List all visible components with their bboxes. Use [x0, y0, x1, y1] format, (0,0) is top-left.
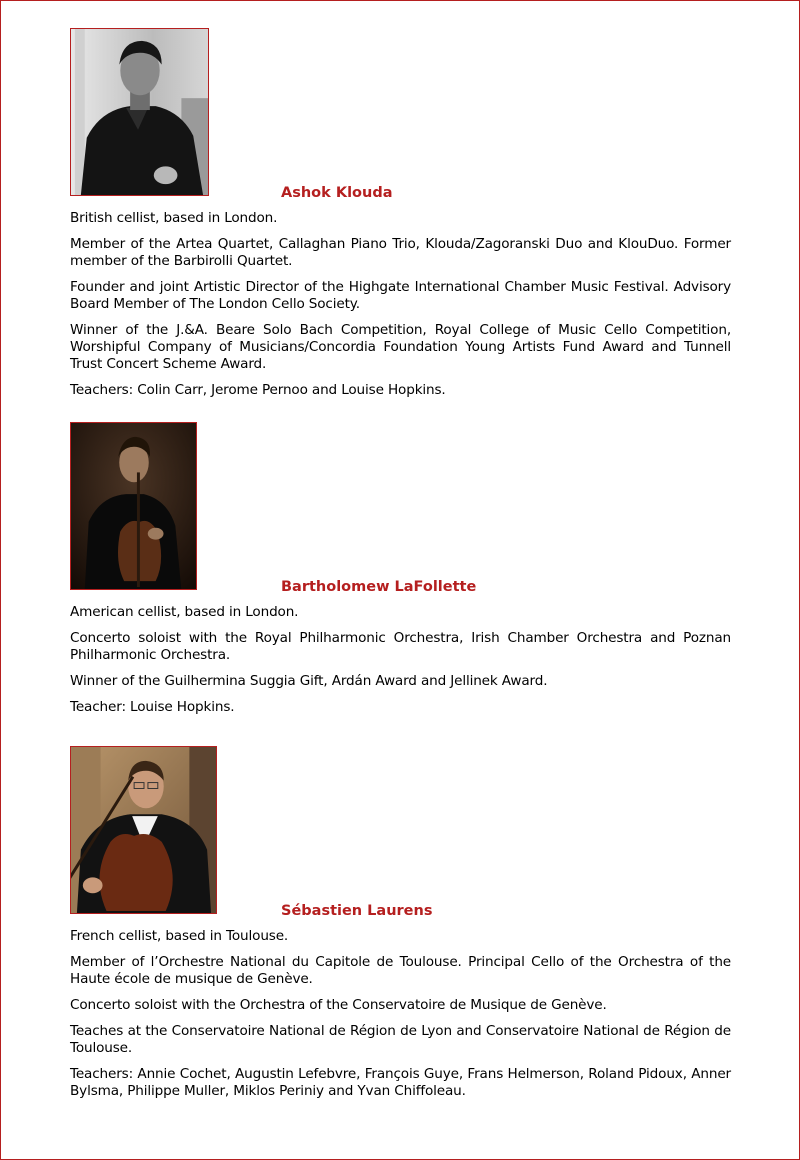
bio-paragraph: Concerto soloist with the Orchestra of the Conservatoire de Musique de Genève. [70, 997, 607, 1013]
bio-paragraph: British cellist, based in London. [70, 210, 278, 226]
bio-sebastien-laurens [70, 746, 731, 1100]
performer-name: Ashok Klouda [281, 185, 393, 201]
portrait-photo [70, 422, 197, 590]
performer-name: Sébastien Laurens [281, 903, 433, 919]
bio-paragraph: Teachers: Annie Cochet, Augustin Lefebvre, François Guye, Frans Helmerson, Roland Pidoux, Anner Bylsma, Philippe Muller, Miklos Periniy and Yvan Chiffoleau. [70, 1066, 731, 1099]
bio-paragraph: Teaches at the Conservatoire National de Région de Lyon and Conservatoire National de Région de Toulouse. [70, 1023, 731, 1056]
bio-paragraph: Member of l’Orchestre National du Capitole de Toulouse. Principal Cello of the Orchestra of the Haute école de musique de Genève. [70, 954, 731, 987]
bio-bartholomew-lafollette [70, 422, 731, 716]
bio-paragraph: Founder and joint Artistic Director of the Highgate International Chamber Music Festival. Advisory Board Member of The London Cello Society. [70, 279, 731, 312]
bio-paragraph: French cellist, based in Toulouse. [70, 928, 289, 944]
bio-ashok-klouda [70, 28, 731, 399]
bio-paragraph: Winner of the J.&A. Beare Solo Bach Competition, Royal College of Music Cello Competition, Worshipful Company of Musicians/Concordia Foundation Young Artists Fund Award and Tunnell Trust Concert Scheme Award. [70, 322, 731, 372]
portrait-photo [70, 28, 209, 196]
bio-paragraph: Teachers: Colin Carr, Jerome Pernoo and Louise Hopkins. [70, 382, 446, 398]
bio-paragraph: Teacher: Louise Hopkins. [70, 699, 235, 715]
bio-paragraph: American cellist, based in London. [70, 604, 299, 620]
bio-paragraph: Winner of the Guilhermina Suggia Gift, Ardán Award and Jellinek Award. [70, 673, 548, 689]
portrait-photo [70, 746, 217, 914]
bio-paragraph: Member of the Artea Quartet, Callaghan Piano Trio, Klouda/Zagoranski Duo and KlouDuo. Former member of the Barbirolli Quartet. [70, 236, 731, 269]
performer-name: Bartholomew LaFollette [281, 579, 477, 595]
bio-paragraph: Concerto soloist with the Royal Philharmonic Orchestra, Irish Chamber Orchestra and Poznan Philharmonic Orchestra. [70, 630, 731, 663]
